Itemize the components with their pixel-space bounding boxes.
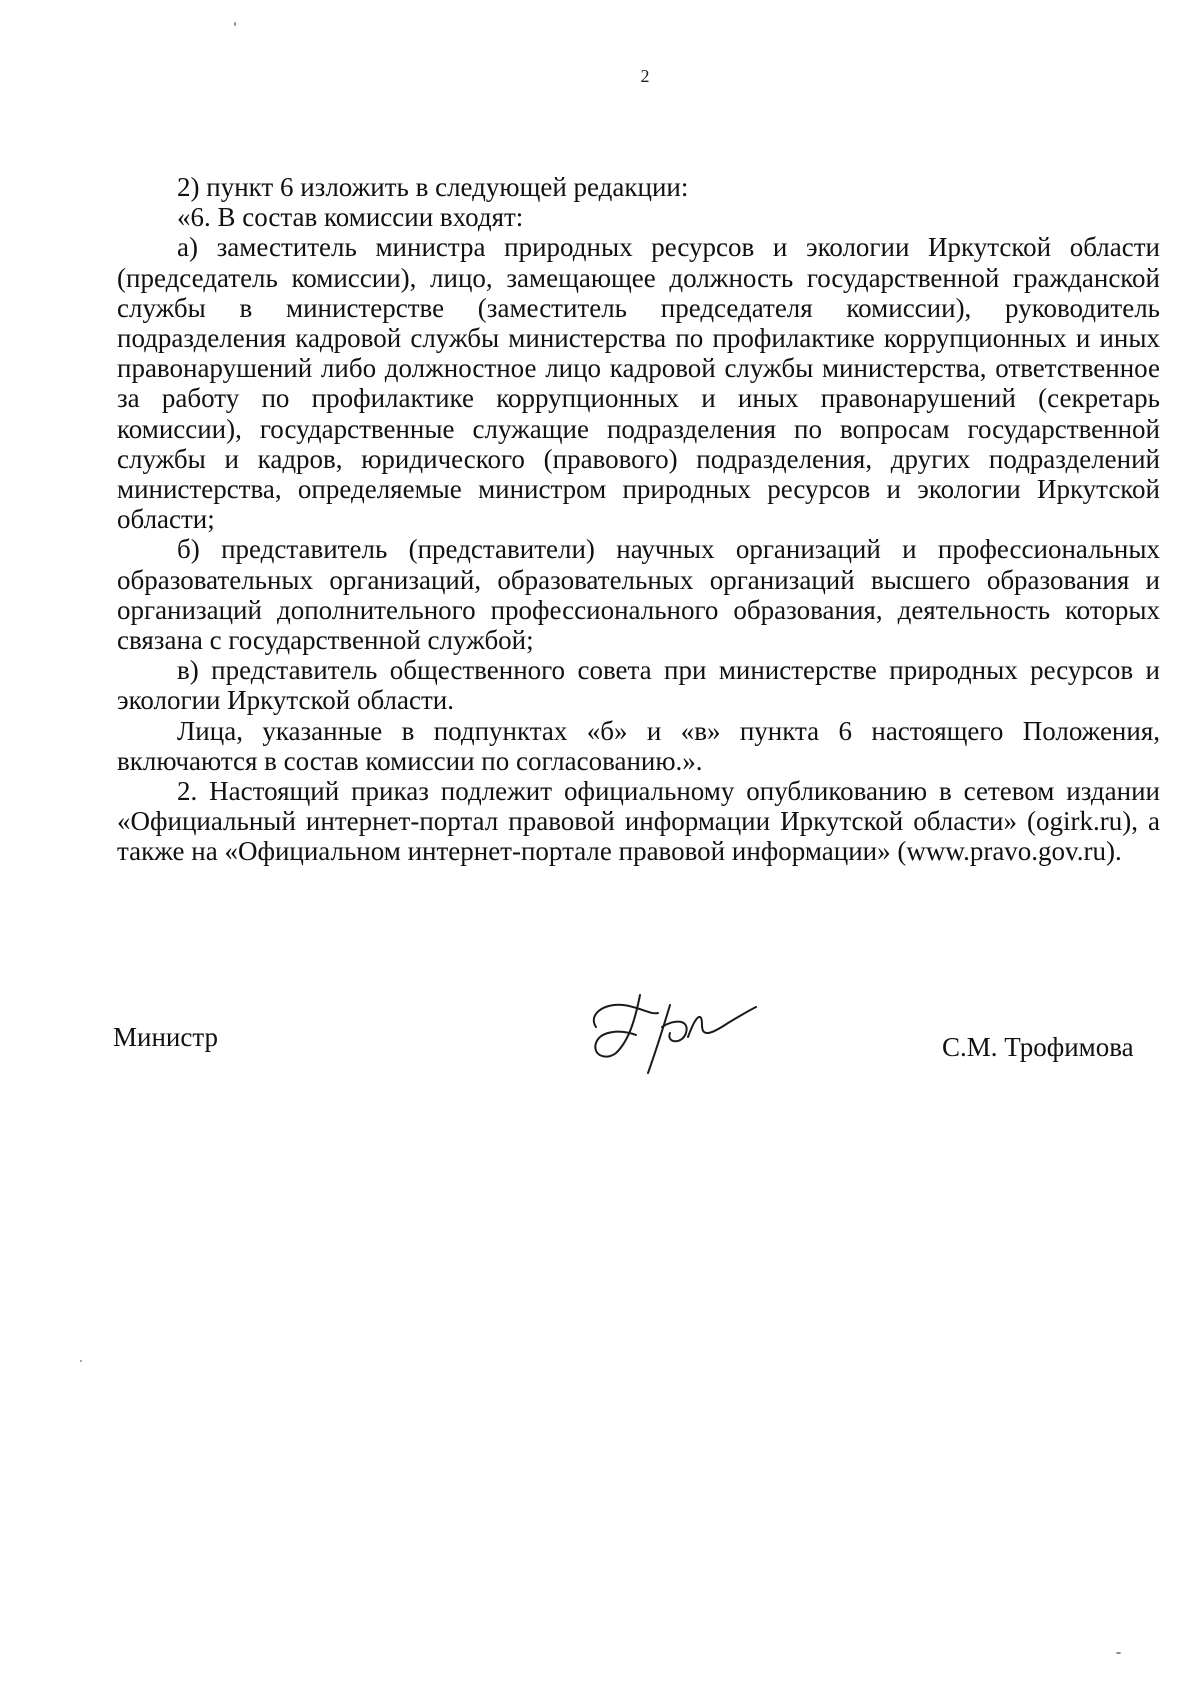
paragraph-publication-order: 2. Настоящий приказ подлежит официальному опубликованию в сетевом издании «Официальный интернет-портал правовой информации Иркутской области» (ogirk.ru), а также на «Официальном интернет-портале правовой информации» (www.pravo.gov.ru). bbox=[117, 776, 1160, 867]
scan-speck bbox=[234, 22, 236, 26]
handwritten-signature-icon bbox=[578, 985, 758, 1075]
page-number: 2 bbox=[640, 66, 650, 86]
paragraph-item-2-intro: 2) пункт 6 изложить в следующей редакции: bbox=[177, 172, 689, 202]
paragraph-agreement-note: Лица, указанные в подпунктах «б» и «в» пункта 6 настоящего Положения, включаются в состав комиссии по согласованию.». bbox=[117, 715, 1160, 776]
paragraph-subpoint-b: б) представитель (представители) научных организаций и профессиональных образовательных организаций, образовательных организаций высшего образования и организаций дополнительного профессионального образования, деятельность которых связана с государственной службой; bbox=[117, 534, 1160, 656]
paragraph-point-6-heading: «6. В состав комиссии входят: bbox=[177, 202, 524, 233]
paragraph-subpoint-a: а) заместитель министра природных ресурсов и экологии Иркутской области (председатель комиссии), лицо, замещающее должность государственной гражданской службы в министерстве (заместитель председателя комиссии), руководитель подразделения кадровой службы министерства по профилактике коррупционных и иных правонарушений либо должностное лицо кадровой службы министерства, ответственное за работу по профилактике коррупционных и иных правонарушений (секретарь комиссии), государственные служащие подразделения по вопросам государственной службы и кадров, юридического (правового) подразделения, других подразделений министерства, определяемые министром природных ресурсов и экологии Иркутской области; bbox=[117, 232, 1160, 535]
paragraph-subpoint-v: в) представитель общественного совета при министерстве природных ресурсов и экологии Иркутской области. bbox=[117, 655, 1160, 716]
scan-speck bbox=[80, 1360, 82, 1362]
signatory-name: С.М. Трофимова bbox=[942, 1032, 1134, 1062]
signature-block bbox=[0, 985, 1200, 1115]
document-body bbox=[117, 172, 1160, 867]
scan-speck bbox=[1116, 1652, 1121, 1654]
signatory-title: Министр bbox=[113, 1022, 218, 1052]
